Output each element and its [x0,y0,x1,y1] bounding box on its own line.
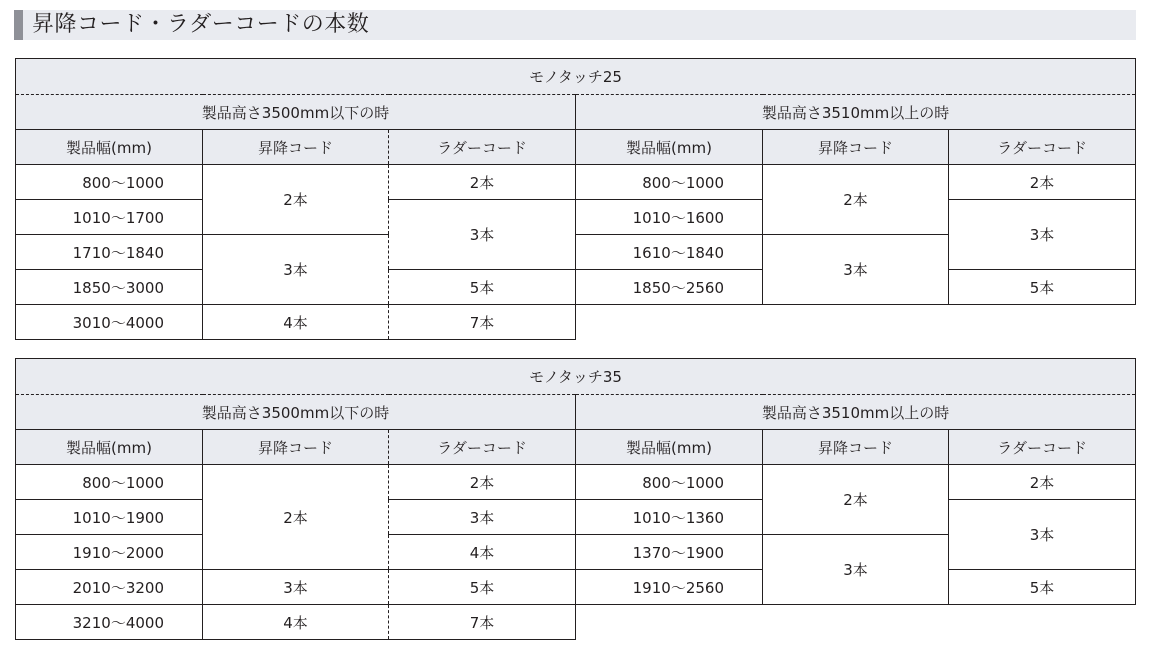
lift-count: 4本 [203,605,389,640]
header-ladder-cord: ラダーコード [389,130,576,165]
header-width: 製品幅(mm) [16,130,203,165]
width-range: 1610～1840 [576,235,763,270]
empty-space [576,605,1136,640]
lift-count: 4本 [203,305,389,340]
ladder-count: 5本 [949,570,1136,605]
width-range: 1850～3000 [16,270,203,305]
section-marker [14,10,23,40]
page-title: 昇降コード・ラダーコードの本数 [32,12,370,37]
ladder-count: 4本 [389,535,576,570]
header-width: 製品幅(mm) [16,430,203,465]
width-range: 1010～1360 [576,500,763,535]
ladder-count: 2本 [389,465,576,500]
lift-count: 2本 [763,465,949,535]
width-range: 1910～2000 [16,535,203,570]
lift-count: 3本 [203,570,389,605]
section-header [14,10,1136,40]
lift-count: 2本 [763,165,949,235]
width-range: 800～1000 [16,465,203,500]
header-lift-cord: 昇降コード [203,130,389,165]
header-ladder-cord: ラダーコード [389,430,576,465]
lift-count: 2本 [203,465,389,570]
lift-count: 3本 [763,535,949,605]
header-lift-cord: 昇降コード [763,130,949,165]
lift-count: 3本 [763,235,949,305]
condition-low-height: 製品高さ3500mm以下の時 [16,95,576,130]
header-lift-cord: 昇降コード [203,430,389,465]
empty-space [576,305,1136,340]
header-width: 製品幅(mm) [576,430,763,465]
ladder-count: 2本 [389,165,576,200]
header-ladder-cord: ラダーコード [949,430,1136,465]
lift-count: 2本 [203,165,389,235]
width-range: 3210～4000 [16,605,203,640]
width-range: 1370～1900 [576,535,763,570]
ladder-count: 7本 [389,305,576,340]
ladder-count: 5本 [389,270,576,305]
width-range: 800～1000 [16,165,203,200]
ladder-count: 2本 [949,165,1136,200]
ladder-count: 3本 [949,200,1136,270]
header-lift-cord: 昇降コード [763,430,949,465]
header-width: 製品幅(mm) [576,130,763,165]
width-range: 1010～1600 [576,200,763,235]
header-ladder-cord: ラダーコード [949,130,1136,165]
ladder-count: 3本 [389,200,576,270]
cord-table-monotouch25 [15,58,1136,340]
width-range: 1010～1900 [16,500,203,535]
width-range: 800～1000 [576,165,763,200]
cord-table-monotouch35 [15,358,1136,640]
width-range: 2010～3200 [16,570,203,605]
width-range: 1910～2560 [576,570,763,605]
condition-high-height: 製品高さ3510mm以上の時 [576,95,1136,130]
ladder-count: 3本 [389,500,576,535]
width-range: 1710～1840 [16,235,203,270]
ladder-count: 7本 [389,605,576,640]
ladder-count: 3本 [949,500,1136,570]
ladder-count: 5本 [389,570,576,605]
ladder-count: 2本 [949,465,1136,500]
width-range: 3010～4000 [16,305,203,340]
condition-high-height: 製品高さ3510mm以上の時 [576,395,1136,430]
lift-count: 3本 [203,235,389,305]
width-range: 1850～2560 [576,270,763,305]
product-name: モノタッチ25 [16,59,1136,95]
condition-low-height: 製品高さ3500mm以下の時 [16,395,576,430]
ladder-count: 5本 [949,270,1136,305]
product-name: モノタッチ35 [16,359,1136,395]
width-range: 1010～1700 [16,200,203,235]
width-range: 800～1000 [576,465,763,500]
